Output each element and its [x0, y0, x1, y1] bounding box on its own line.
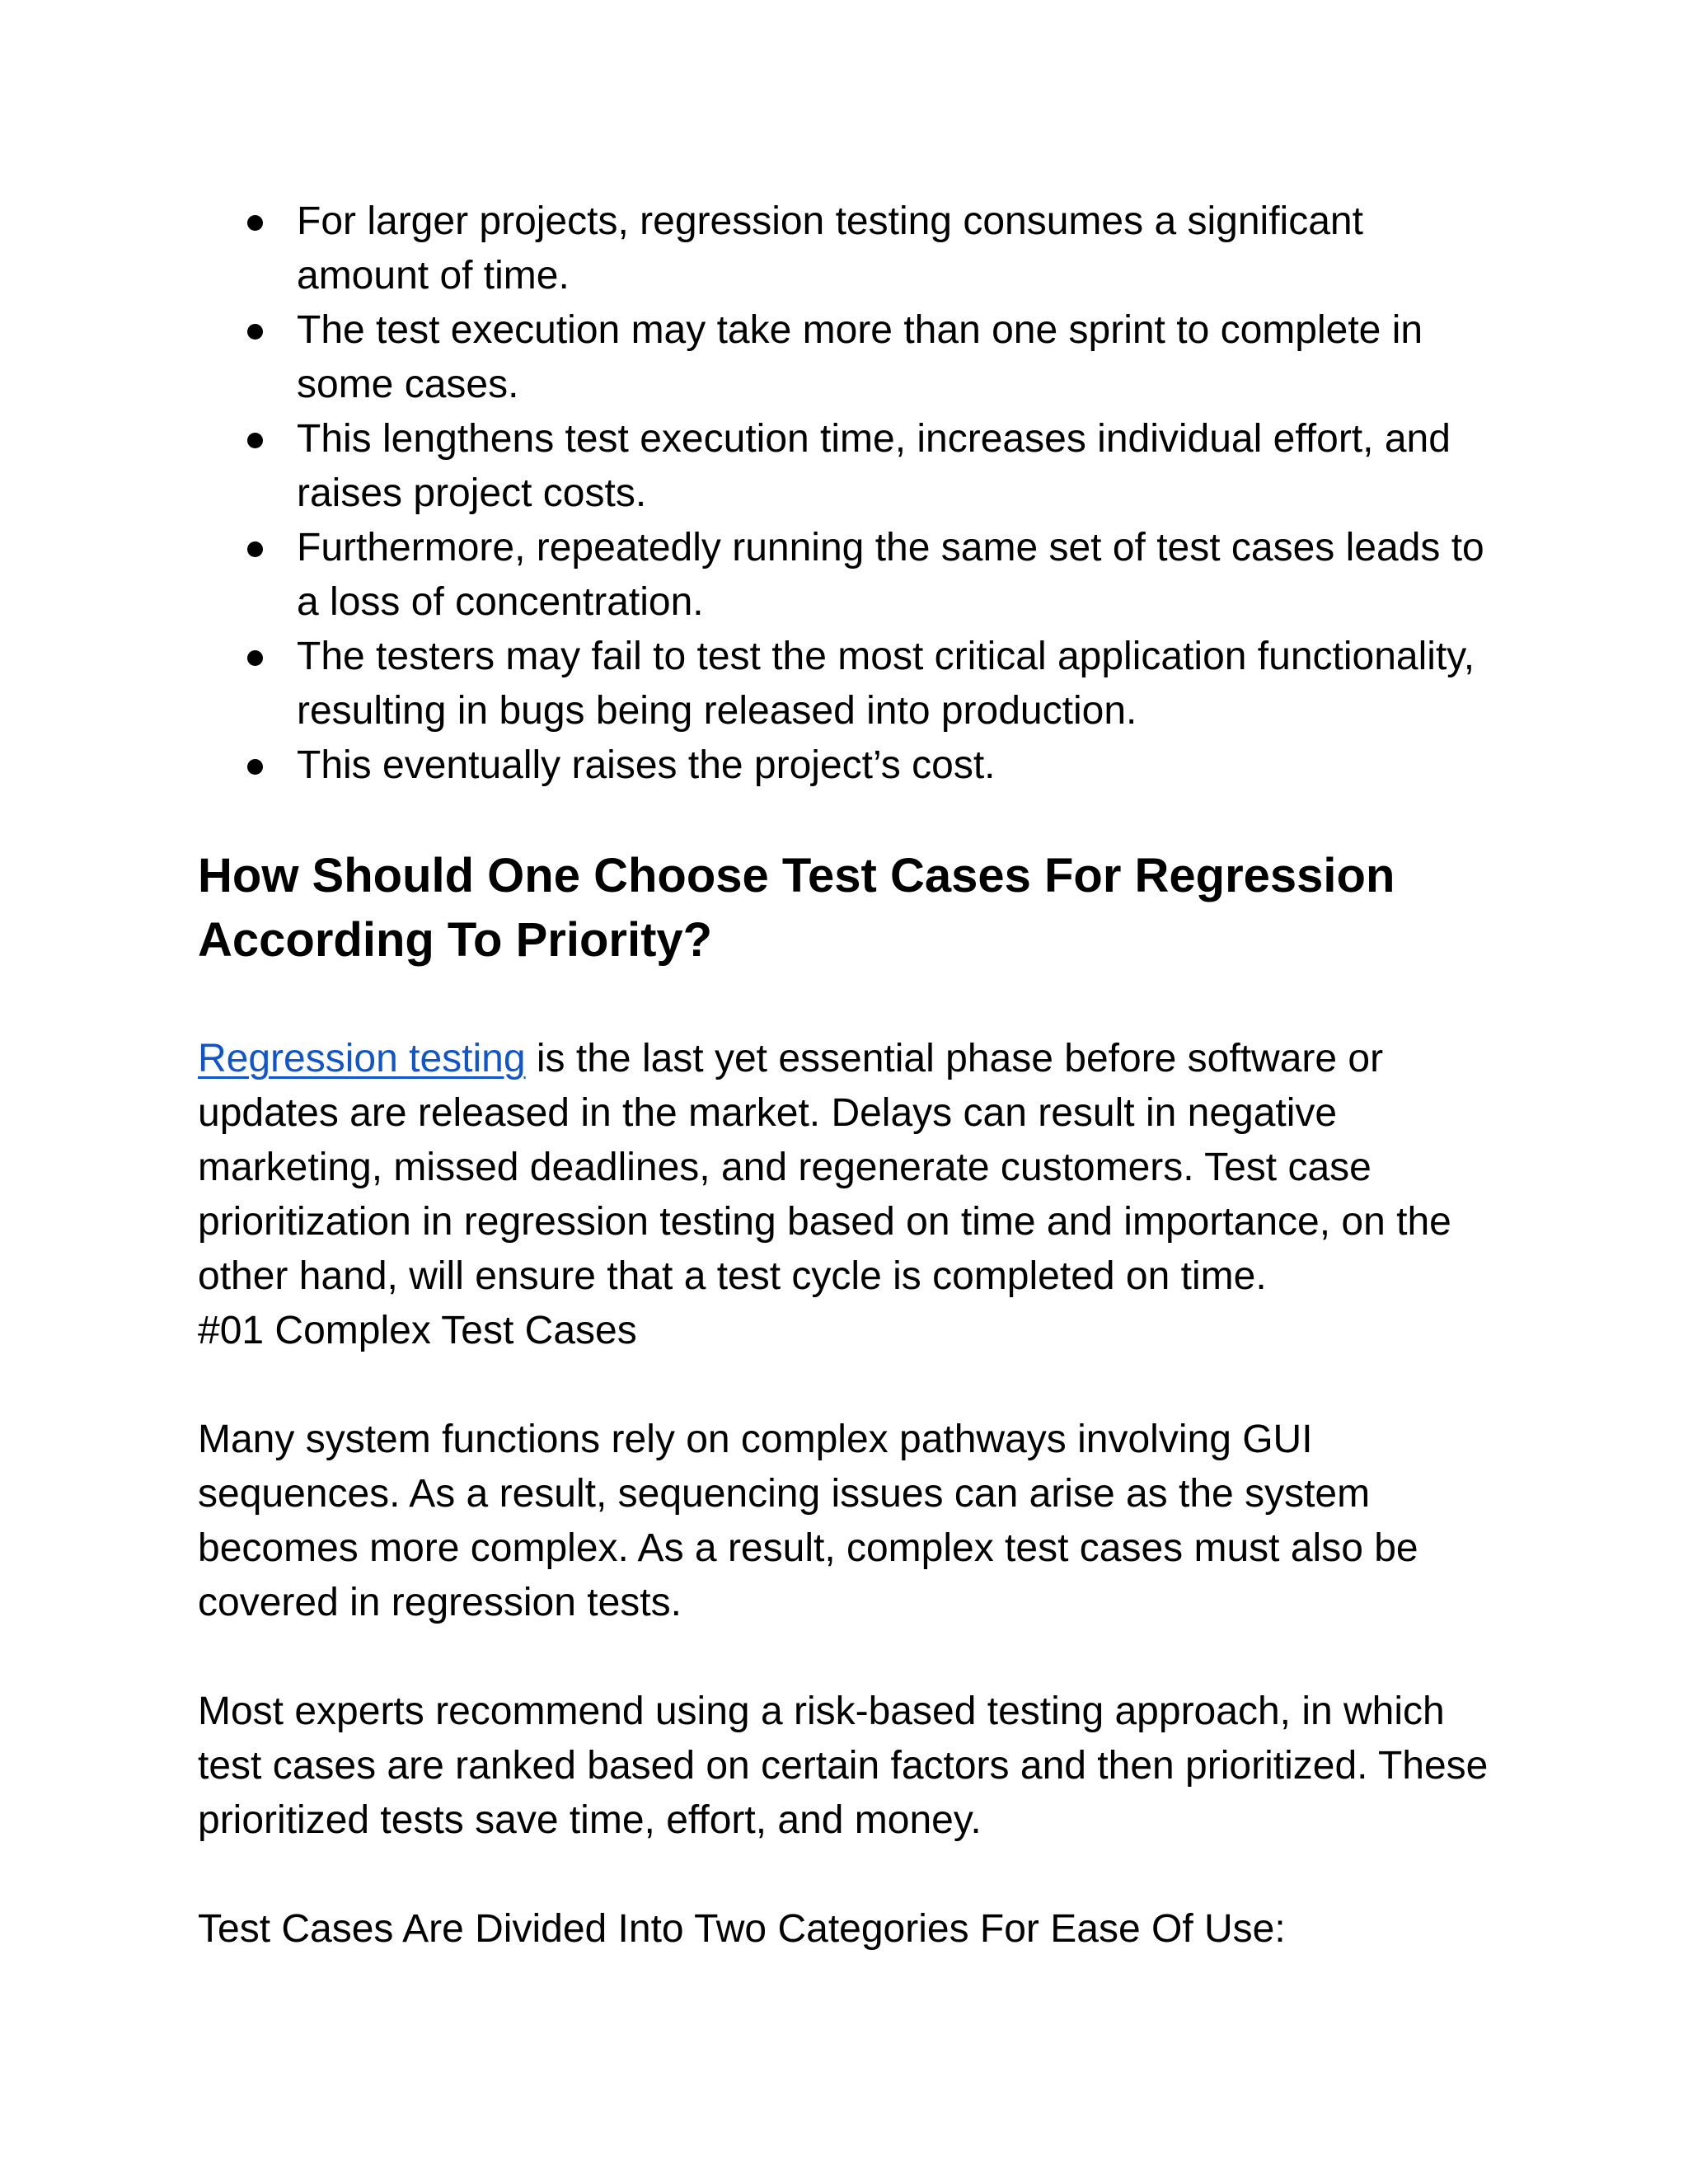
list-item — [198, 303, 1500, 412]
list-item — [198, 630, 1500, 738]
intro-paragraph-text: is the last yet essential phase before software or updates are released in the market. Delays can result in negative marketing, missed deadlines, and regenerate customers. Test case prioritization in regression testing based on time and importance, on the other hand, will ensure that a test cycle is completed on time. — [198, 1037, 1451, 1298]
bullet-icon — [247, 650, 263, 666]
list-item-text: This eventually raises the project’s cost. — [297, 743, 996, 787]
regression-testing-link[interactable]: Regression testing — [198, 1037, 526, 1080]
bullet-icon — [247, 541, 263, 557]
list-item-text: The test execution may take more than one sprint to complete in some cases. — [297, 308, 1423, 406]
list-item-text: This lengthens test execution time, increases individual effort, and raises project costs. — [297, 417, 1451, 515]
bullet-icon — [247, 759, 263, 775]
document-page — [198, 194, 1500, 1957]
intro-paragraph — [198, 1032, 1500, 1304]
bullet-list — [198, 194, 1500, 793]
list-item — [198, 412, 1500, 521]
list-item-text: For larger projects, regression testing consumes a significant amount of time. — [297, 199, 1363, 298]
paragraph-categories: Test Cases Are Divided Into Two Categories For Ease Of Use: — [198, 1907, 1286, 1951]
bullet-icon — [247, 215, 263, 231]
section-heading: How Should One Choose Test Cases For Regression According To Priority? — [198, 849, 1395, 967]
bullet-icon — [247, 324, 263, 340]
paragraph-risk-based: Most experts recommend using a risk-based testing approach, in which test cases are ranked based on certain factors and then prioritized. These prioritized tests save time, effort, and money. — [198, 1690, 1489, 1842]
paragraph-complex-pathways: Many system functions rely on complex pathways involving GUI sequences. As a result, sequencing issues can arise as the system becomes more complex. As a result, complex test cases must also be covered in regression tests. — [198, 1418, 1418, 1624]
list-item — [198, 521, 1500, 630]
list-item-text: Furthermore, repeatedly running the same set of test cases leads to a loss of concentration. — [297, 526, 1484, 624]
list-item-text: The testers may fail to test the most critical application functionality, resulting in bugs being released into production. — [297, 635, 1475, 733]
list-item — [198, 194, 1500, 303]
list-item — [198, 738, 1500, 793]
bullet-icon — [247, 433, 263, 448]
subheading: #01 Complex Test Cases — [198, 1309, 637, 1352]
